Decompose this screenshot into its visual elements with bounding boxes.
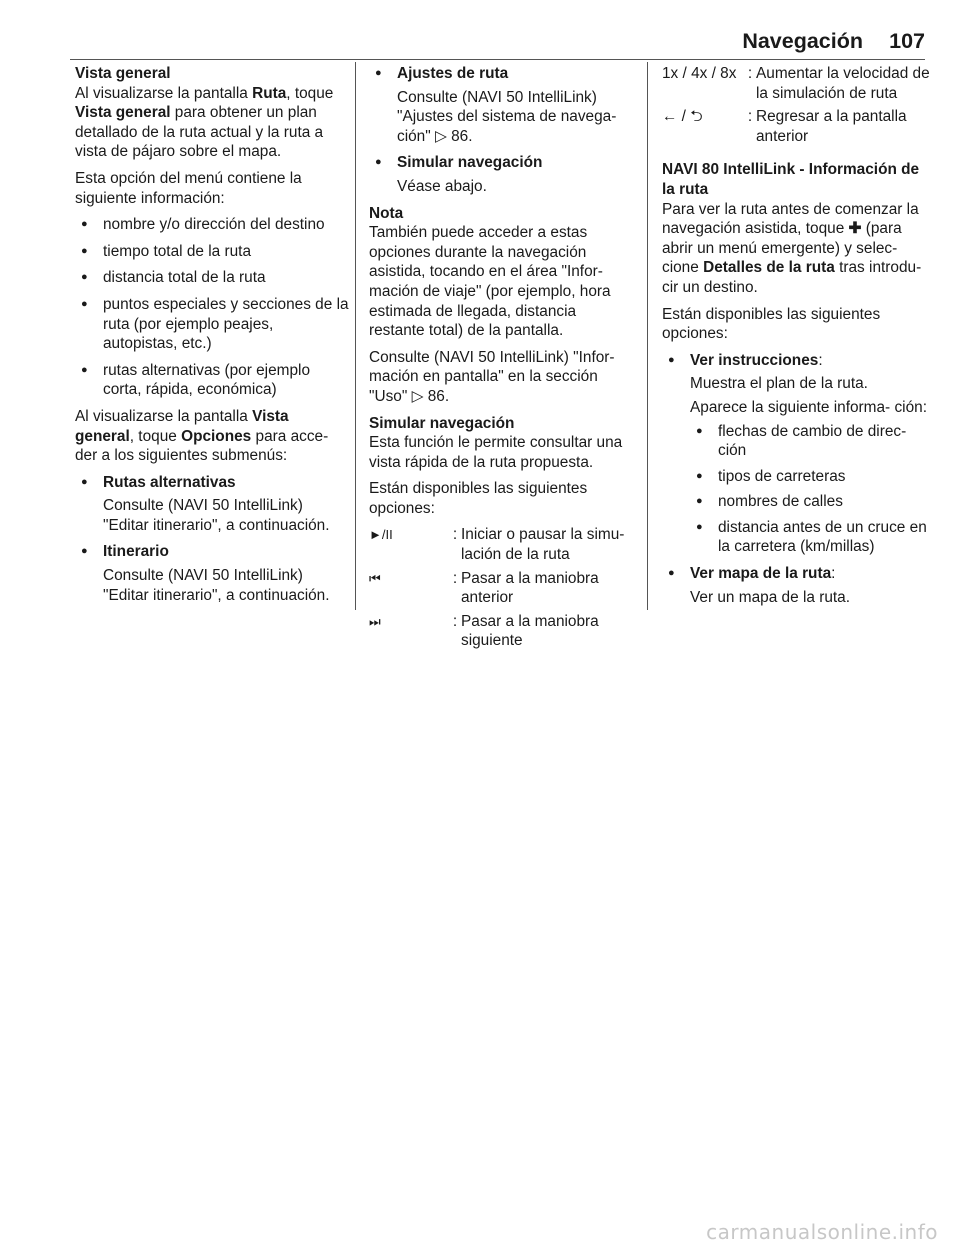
- note-block: [369, 204, 634, 407]
- list-item: ● rutas alternativas (por ejemplo corta, rápida, económica): [75, 361, 350, 400]
- list-item: [369, 153, 634, 196]
- submenu-list-continued: [369, 64, 634, 197]
- list-item: ● flechas de cambio de direc- ción: [690, 422, 930, 461]
- route-options-list: [662, 351, 930, 608]
- submenu-text: Consulte (NAVI 50 IntelliLink) "Editar itinerario", a continuación.: [103, 567, 330, 604]
- option-text: Ver un mapa de la ruta.: [690, 588, 850, 606]
- submenu-title-ajustes-de-ruta: Ajustes de ruta: [397, 65, 509, 82]
- list-item: ● nombres de calles: [690, 492, 930, 512]
- section-heading-simular-navegacion: Simular navegación: [369, 414, 515, 432]
- previous-maneuver-icon: ⏮: [369, 570, 381, 586]
- sim-list-intro: Están disponibles las siguientes opciones:: [369, 480, 588, 517]
- list-item: ● distancia total de la ruta: [75, 268, 350, 288]
- submenu-text: Consulte (NAVI 50 IntelliLink) "Ajustes del sistema de navega- ción" ▷ 86.: [397, 88, 617, 145]
- list-intro: Están disponibles las siguientes opciones:: [662, 305, 881, 343]
- option-text: Muestra el plan de la ruta.: [690, 375, 868, 393]
- column-3: [662, 64, 930, 614]
- next-maneuver-icon: ⏭: [369, 613, 381, 629]
- control-description: Pasar a la maniobra anterior: [461, 569, 599, 607]
- submenu-title-simular-navegacion: Simular navegación: [397, 154, 543, 172]
- page-title: Navegación: [742, 29, 863, 53]
- note-title: Nota: [369, 204, 404, 222]
- list-item: [75, 473, 350, 536]
- list-item: ● puntos especiales y secciones de la ruta (por ejemplo peajes, autopistas, etc.): [75, 295, 350, 354]
- column-divider-2: [647, 62, 648, 610]
- submenu-title-itinerario: Itinerario: [103, 543, 169, 561]
- column-1: [75, 64, 350, 612]
- info-list: [75, 215, 350, 400]
- control-row: ⏮ : Pasar a la maniobra anterior: [369, 569, 634, 608]
- control-description: Iniciar o pausar la simu- lación de la ruta: [461, 526, 625, 564]
- list-item: [75, 542, 350, 605]
- options-paragraph: Al visualizarse la pantalla Vista general, toque Opciones para acce- der a los siguientes submenús:: [75, 407, 329, 465]
- column-divider-1: [355, 62, 356, 610]
- page-ref-icon: ▷: [434, 127, 447, 145]
- intro-paragraph: Al visualizarse la pantalla Ruta, toque Vista general para obtener un plan detallado de la ruta actual y la ruta a vista de pájaro sobre el mapa.: [75, 84, 334, 161]
- control-row: ⏭ : Pasar a la maniobra siguiente: [369, 612, 634, 651]
- back-arrow-icon: ← / ⮌: [662, 108, 703, 126]
- page-header: [70, 28, 925, 54]
- note-text: También puede acceder a estas opciones durante la navegación asistida, tocando en el área "Infor- mación de viaje" (por ejemplo, hora estimada de llegada, distancia restante total) de la pantalla.: [369, 224, 611, 340]
- page-number: 107: [889, 29, 925, 53]
- control-row: ►/II : Iniciar o pausar la simu- lación de la ruta: [369, 525, 634, 564]
- submenu-title-rutas-alternativas: Rutas alternativas: [103, 473, 236, 491]
- list-item: ● nombre y/o dirección del destino: [75, 215, 350, 235]
- option-title-ver-mapa: Ver mapa de la ruta: [690, 565, 832, 583]
- play-pause-icon: ►/II: [369, 527, 393, 543]
- list-item: ● Ver mapa de la ruta: Ver un mapa de la ruta.: [662, 564, 930, 607]
- speed-multiplier-label: 1x / 4x / 8x: [662, 65, 737, 82]
- footer: [0, 610, 960, 1244]
- header-divider: [70, 59, 925, 60]
- submenu-text: Véase abajo.: [397, 177, 487, 195]
- list-item: ● tipos de carreteras: [690, 467, 930, 487]
- column-2: [369, 64, 634, 655]
- control-description: Regresar a la pantalla anterior: [756, 108, 907, 145]
- submenu-list: [75, 473, 350, 606]
- list-intro: Esta opción del menú contiene la siguiente información:: [75, 169, 302, 207]
- list-item: ● Ver instrucciones: Muestra el plan de la ruta. Aparece la siguiente informa- ción: ● flechas de cambio de direc- ción ● tipos de carreteras ● nombres de calles ● distancia antes de un cruce en la carretera (km/millas): [662, 351, 930, 557]
- list-item: ● distancia antes de un cruce en la carretera (km/millas): [690, 518, 930, 557]
- list-item: ● tiempo total de la ruta: [75, 242, 350, 262]
- control-row: ← / ⮌ : Regresar a la pantalla anterior: [662, 107, 930, 146]
- option-title-ver-instrucciones: Ver instrucciones: [690, 351, 819, 369]
- plus-icon: ✚: [848, 220, 862, 238]
- instruction-info-list: [690, 422, 930, 558]
- list-item: [369, 64, 634, 146]
- section-heading-navi80-info-ruta: NAVI 80 IntelliLink - Información de la ruta: [662, 161, 920, 198]
- option-text: Aparece la siguiente informa- ción:: [690, 398, 927, 416]
- control-row: 1x / 4x / 8x : Aumentar la velocidad de la simulación de ruta: [662, 65, 930, 102]
- section-heading-vista-general: Vista general: [75, 65, 171, 82]
- intro-paragraph: Para ver la ruta antes de comenzar la navegación asistida, toque ✚ (para abrir un menú emergente) y selec- cione Detalles de la ruta tras introdu- cir un destino.: [662, 200, 922, 296]
- sim-paragraph: Esta función le permite consultar una vista rápida de la ruta propuesta.: [369, 434, 623, 471]
- control-description: Pasar a la maniobra siguiente: [461, 612, 599, 650]
- note-text-ref: Consulte (NAVI 50 IntelliLink) "Infor- mación en pantalla" en la sección "Uso" ▷ 86.: [369, 348, 615, 405]
- page-ref-icon: ▷: [411, 387, 424, 405]
- watermark: carmanualsonline.info: [706, 1220, 938, 1244]
- submenu-text: Consulte (NAVI 50 IntelliLink) "Editar itinerario", a continuación.: [103, 497, 330, 534]
- control-description: Aumentar la velocidad de la simulación de ruta: [756, 65, 930, 102]
